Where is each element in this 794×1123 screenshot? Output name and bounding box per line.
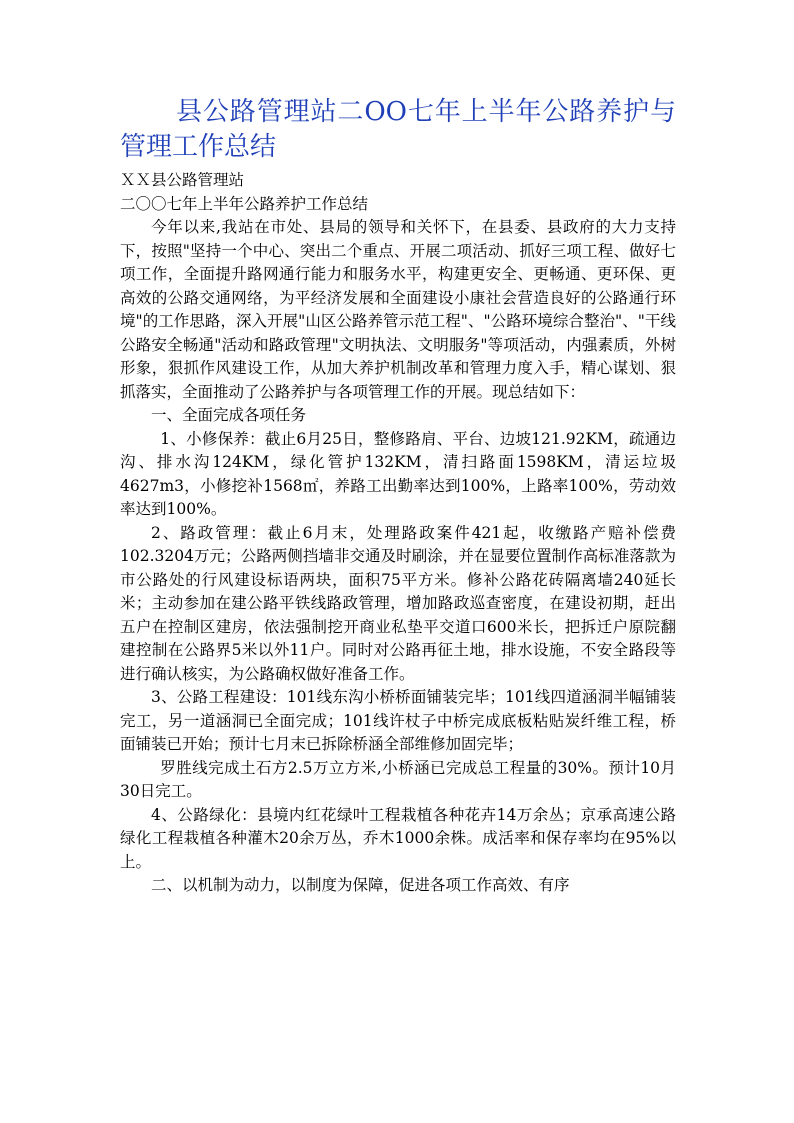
item-luosheng-line: 罗胜线完成土石方2.5万立方米,小桥涵已完成总工程量的30%。预计10月30日完工。 (120, 758, 676, 800)
document-page (120, 95, 676, 898)
document-title: 县公路管理站二OO七年上半年公路养护与管理工作总结 (120, 97, 676, 162)
section-heading-1: 一、全面完成各项任务 (151, 406, 307, 424)
item-greening: 4、公路绿化：县境内红花绿叶工程栽植各种花卉14万余丛；京承高速公路绿化工程栽植各种灌木20余万丛，乔木1000余株。成活率和保存率均在95%以上。 (120, 805, 676, 871)
subtitle-line: 二〇〇七年上半年公路养护工作总结 (120, 194, 369, 213)
section-heading-2: 二、以机制为动力，以制度为保障，促进各项工作高效、有序 (151, 876, 570, 894)
organization-line: ＸＸ县公路管理站 (120, 171, 245, 189)
item-maintenance: 1、小修保养：截止6月25日，整修路肩、平台、边坡121.92KM，疏通边沟、排水沟124KM，绿化管护132KM，清扫路面1598KM，清运垃圾4627m3，小修挖补1568㎡，养路工出勤率达到100%，上路率100%，劳动效率达到100%。 (120, 429, 676, 518)
item-road-administration: 2、路政管理：截止6月末，处理路政案件421起，收缴路产赔补偿费102.3204万元；公路两侧挡墙非交通及时刷涂，并在显要位置制作高标准落款为市公路处的行风建设标语两块，面积75平方米。修补公路花砖隔离墙240延长米；主动参加在建公路平铁线路政管理，增加路政巡查密度，在建设初期，赶出五户在控制区建房，依法强制挖开商业私垫平交道口600米长，把拆迁户原院翻建控制在公路界5米以外11户。同时对公路再征土地，排水设施，不安全路段等进行确认核实，为公路确权做好准备工作。 (120, 523, 676, 683)
item-road-construction: 3、公路工程建设：101线东沟小桥桥面铺装完毕；101线四道涵洞半幅铺装完工，另一道涵洞已全面完成；101线许杖子中桥完成底板粘贴炭纤维工程，桥面铺装已开始；预计七月末已拆除桥涵全部维修加固完毕； (120, 688, 676, 753)
intro-paragraph: 今年以来,我站在市处、县局的领导和关怀下，在县委、县政府的大力支持下，按照"坚持一个中心、突出二个重点、开展二项活动、抓好三项工程、做好七项工作，全面提升路网通行能力和服务水平，构建更安全、更畅通、更环保、更高效的公路交通网络，为平经济发展和全面建设小康社会营造良好的公路通行环境"的工作思路，深入开展"山区公路养管示范工程"、"公路环境综合整治"、"干线公路安全畅通"活动和路政管理"文明执法、文明服务"等项活动，内强素质，外树形象，狠抓作风建设工作，从加大养护机制改革和管理力度入手，精心谋划、狠抓落实，全面推动了公路养护与各项管理工作的开展。现总结如下： (120, 218, 676, 401)
